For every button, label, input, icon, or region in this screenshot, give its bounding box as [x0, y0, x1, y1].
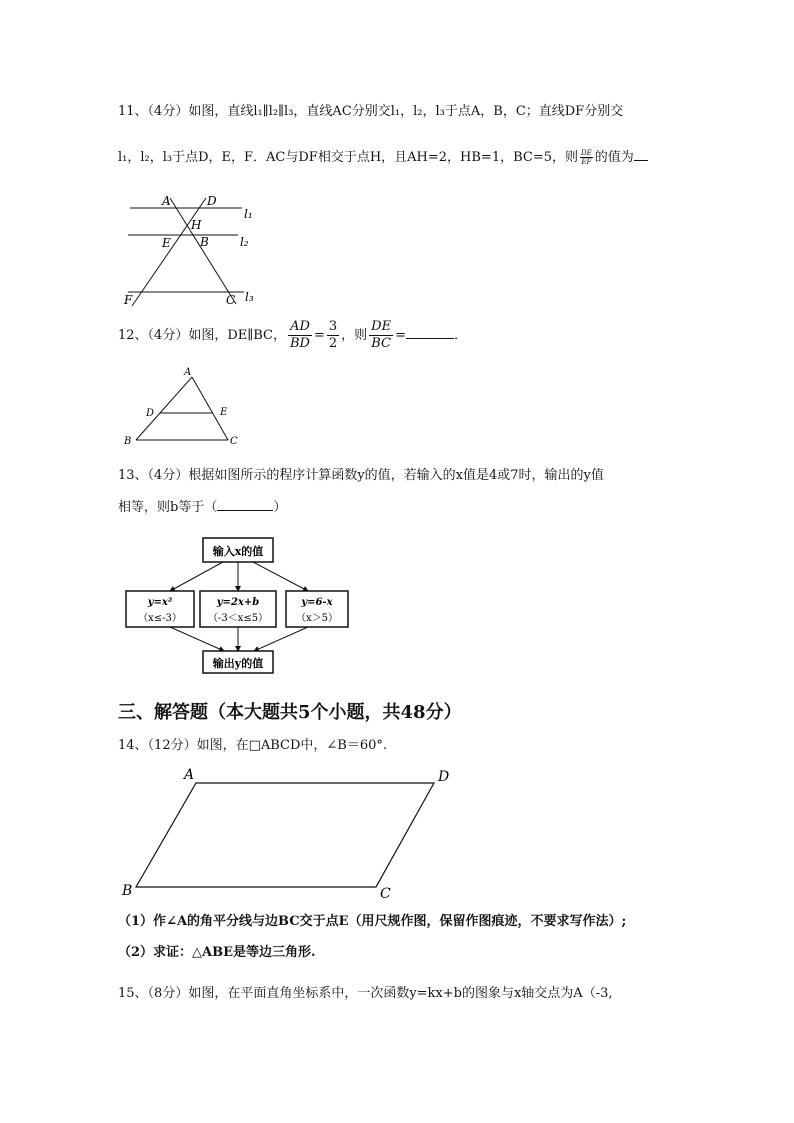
- q11-frac-den: EF: [581, 158, 592, 166]
- q14-text: 14、（12分）如图，在□ABCD中，∠B＝60°.: [118, 738, 388, 753]
- flow-b2-formula: y=2x+b: [216, 597, 260, 608]
- q12-fraction-ad-bd: [288, 319, 312, 352]
- flow-b2-cond: （-3＜x≤5）: [207, 613, 269, 624]
- flow-b1-formula: y=x²: [147, 597, 173, 608]
- flow-b1-cond: （x≤-3）: [138, 613, 182, 624]
- label-B: B: [200, 235, 209, 249]
- q12-f1-den: BD: [289, 336, 310, 351]
- label-A: A: [184, 767, 195, 783]
- q11-line2-post: 的值为: [594, 150, 634, 165]
- q11-fraction: [580, 149, 593, 166]
- q14-part2: （2）求证：△ABE是等边三角形.: [118, 945, 316, 960]
- q12-answer-blank: [406, 330, 454, 339]
- label-l1: l₁: [244, 207, 253, 221]
- q11-line2-text: l₁，l₂，l₃于点D，E，F．AC与DF相交于点H，且AH=2，HB=1，BC=5，则: [118, 150, 579, 165]
- line-AB: [136, 377, 192, 440]
- q11-line2: [118, 148, 648, 167]
- label-C: C: [230, 436, 238, 447]
- flow-b3-formula: y=6-x: [301, 597, 333, 608]
- q15-text: 15、（8分）如图，在平面直角坐标系中，一次函数y=kx+b的图象与x轴交点为A（-3,: [118, 986, 613, 1001]
- section-three-heading: 三、解答题（本大题共5个小题，共48分）: [118, 702, 462, 723]
- parallelogram-ABCD: [136, 783, 434, 887]
- q12-line: [118, 318, 467, 354]
- label-A: A: [184, 367, 192, 378]
- label-E: E: [220, 407, 228, 418]
- line-DF: [132, 198, 206, 306]
- q12-f3-den: BC: [371, 336, 391, 351]
- q13-answer-blank: [217, 498, 273, 511]
- q12-f2-num: 3: [328, 319, 338, 334]
- label-B: B: [124, 436, 132, 447]
- q11-frac-num: DE: [581, 149, 592, 157]
- q13-line2-pre: 相等，则b等于（: [118, 500, 218, 515]
- flow-input-text: 输入x的值: [212, 545, 264, 558]
- label-A: A: [162, 194, 171, 208]
- flow-arrow-1: [170, 562, 223, 591]
- q12-f2-den: 2: [328, 336, 338, 351]
- line-AC: [170, 198, 236, 304]
- label-D: D: [207, 194, 217, 208]
- q11-line1: 11、（4分）如图，直线l₁∥l₂∥l₃，直线AC分别交l₁，l₂，l₃于点A，B，C；直线DF分别交: [118, 104, 624, 119]
- flow-arrow-4: [170, 627, 224, 651]
- label-D: D: [438, 769, 450, 785]
- q12-figure: [118, 364, 248, 450]
- flow-arrow-6: [254, 627, 308, 651]
- flow-output-text: 输出y的值: [212, 657, 264, 670]
- label-B: B: [122, 883, 133, 899]
- q13-line1: 13、（4分）根据如图所示的程序计算函数y的值，若输入的x值是4或7时，输出的y值: [118, 468, 604, 483]
- q14-part1: （1）作∠A的角平分线与边BC交于点E（用尺规作图，保留作图痕迹，不要求写作法）;: [118, 914, 627, 929]
- flow-arrow-3: [253, 562, 308, 591]
- q12-equals: =: [313, 328, 325, 343]
- flow-b3-cond: （x＞5）: [295, 613, 339, 624]
- q11-figure: [110, 188, 270, 310]
- label-C: C: [226, 293, 236, 307]
- q12-end: ．: [454, 328, 468, 343]
- q13-flowchart: [118, 534, 363, 676]
- q12-fraction-3-2: [327, 319, 339, 352]
- label-l2: l₂: [240, 235, 249, 249]
- q13-line2-post: ）: [273, 500, 287, 515]
- q14-figure: [118, 763, 468, 903]
- q12-fraction-de-bc: [369, 319, 393, 352]
- q12-f1-num: AD: [288, 319, 312, 336]
- label-C: C: [380, 886, 391, 902]
- q11-answer-blank: [634, 148, 648, 161]
- q12-text-mid: ，则: [341, 328, 368, 343]
- q12-text-pre: 12、（4分）如图，DE∥BC，: [118, 328, 286, 343]
- q12-f3-num: DE: [371, 319, 392, 334]
- q13-line2: [118, 498, 286, 517]
- q12-text-post: =: [395, 328, 406, 343]
- label-H: H: [191, 218, 202, 232]
- label-E: E: [162, 236, 171, 250]
- label-l3: l₃: [245, 290, 254, 304]
- label-D: D: [146, 408, 155, 419]
- label-F: F: [124, 293, 133, 307]
